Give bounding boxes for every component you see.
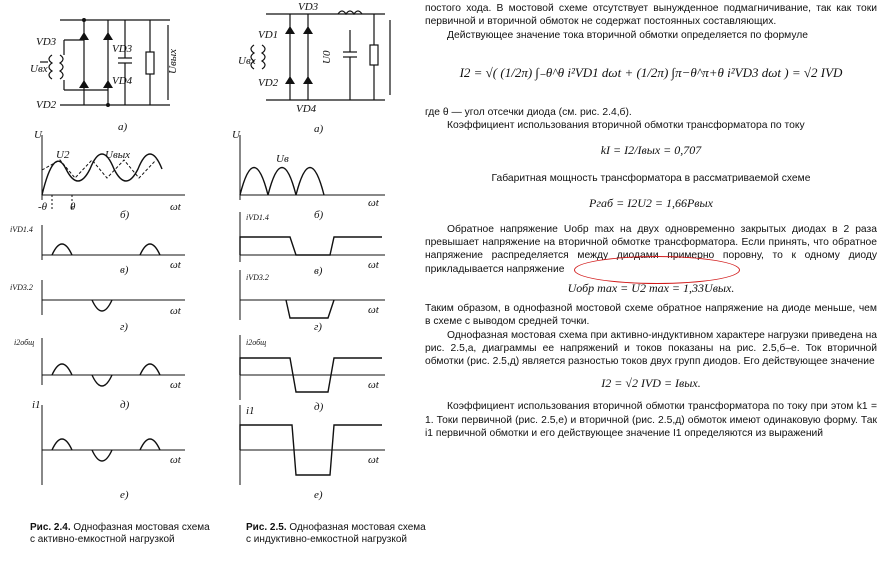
i1-label-2-4: i1: [32, 399, 41, 411]
paragraph-1: постого хода. В мостовой схеме отсутствует вынужденное подмагничивание, так как токи первичной и вторичной обмоток не содержат постоянных составляющих.: [425, 3, 877, 28]
sublabel-e-2-4: е): [120, 489, 129, 501]
panel-g-2-4: [42, 280, 185, 315]
uvyx-curve-label: Uвых: [105, 149, 131, 161]
paragraph-2: Действующее значение тока вторичной обмотки определяется по формуле: [447, 29, 809, 41]
formula-uobr: Uобр max = U2 max = 1,33Uвых.: [567, 281, 735, 296]
sublabel-v-2-4: в): [120, 264, 129, 276]
wt-g-2-5: ωt: [368, 304, 379, 316]
paragraph-4: Коэффициент использования вторичной обмотки трансформатора по току: [447, 120, 805, 132]
ivd14-label-2-4: iVD1.4: [10, 225, 33, 234]
caption-2-4-title: Рис. 2.4.: [30, 522, 71, 533]
sublabel-a-2-4: а): [118, 121, 128, 133]
panel-e-2-5: [240, 405, 385, 485]
wt-b-2-5: ωt: [368, 197, 379, 209]
theta-pos: θ: [70, 201, 76, 213]
u-axis-b-2-4: U: [34, 129, 42, 141]
circuit-2-4: [40, 20, 170, 105]
text-column: [425, 2, 877, 440]
caption-2-4: [30, 522, 210, 546]
caption-2-5-text: Однофазная мостовая схема с индуктивно-емкостной нагрузкой: [246, 522, 426, 545]
wt-g-2-4: ωt: [170, 305, 181, 317]
sublabel-v-2-5: в): [314, 265, 323, 277]
i1-label-2-5: i1: [246, 405, 255, 417]
formula-i2-ind: I2 = √2 IVD = Iвых.: [601, 375, 701, 390]
paragraph-8: Однофазная мостовая схема при активно-индуктивном характере нагрузки приведена на рис. 2.5,а, диаграммы ее напряжений и токов показаны на рис. 2.5,б–е. Ток вторичной обмотки (рис. 2.5,д) является разностью токов двух групп диодов. Его действующее значение: [425, 329, 877, 368]
wt-e-2-4: ωt: [170, 454, 181, 466]
uv-label-2-5: Uв: [276, 153, 289, 165]
formula-pgab: Pгаб = I2U2 = 1,66Pвых: [589, 196, 713, 211]
vd4-label-2-5: VD4: [296, 103, 317, 115]
wt-d-2-4: ωt: [170, 379, 181, 391]
sublabel-b-2-4: б): [120, 209, 130, 221]
wt-v-2-5: ωt: [368, 259, 379, 271]
sublabel-d-2-5: д): [314, 401, 324, 413]
figure-2-5: [210, 0, 420, 572]
i2obsh-label-2-5: i2общ: [246, 338, 267, 347]
panel-e-2-4: [42, 405, 185, 485]
ivd14-label-2-5: iVD1.4: [246, 213, 269, 222]
vd1-label: VD3: [36, 36, 57, 48]
highlight-ellipse: [574, 256, 740, 284]
sublabel-g-2-4: г): [120, 321, 128, 333]
theta-neg: -θ: [38, 201, 48, 213]
sublabel-d-2-4: д): [120, 399, 130, 411]
formula-ki: kI = I2/Iвых = 0,707: [600, 143, 702, 158]
ivd32-label-2-5: iVD3.2: [246, 273, 269, 282]
vd4-label: VD4: [112, 75, 133, 87]
u0-label-2-5: U0: [321, 50, 333, 64]
vd3-label: VD3: [112, 43, 133, 55]
paragraph-9: Коэффициент использования вторичной обмотки трансформатора по току при этом k1 = 1. Токи первичной (рис. 2.5,е) и вторичной (рис. 2.5,д) обмоток имеют одинаковую форму. Так i1 первичной обмотки и его действующее значение I1 определяются из выражений: [425, 401, 877, 439]
vd2-label-2-5: VD2: [258, 77, 279, 89]
wt-d-2-5: ωt: [368, 379, 379, 391]
paragraph-6: Обратное напряжение Uобр max на двух одновременно закрытых диодах в 2 раза превышает напряжение на вторичной обмотке трансформатора. Если принять, что обратное напряжение распределяется между диодами примерно поровну, то к одному диоду прикладывается напряжение: [425, 223, 877, 275]
panel-b-2-4: [42, 135, 185, 210]
wt-v-2-4: ωt: [170, 259, 181, 271]
u-axis-2-5: U: [232, 129, 240, 141]
sublabel-e-2-5: е): [314, 489, 323, 501]
sublabel-a-2-5: а): [314, 123, 324, 135]
vd1-label-2-5: VD1: [258, 29, 279, 41]
uvx-label-2-5: Uвх: [238, 55, 256, 67]
u2-label: U2: [56, 149, 70, 161]
panel-d-2-4: [42, 338, 185, 386]
formula-i2: I2 = √( (1/2π) ∫₋θ^θ i²VD1 dωt + (1/2π) ∫π−θ^π+θ i²VD3 dωt ) = √2 IVD: [459, 65, 843, 81]
sublabel-g-2-5: г): [314, 321, 322, 333]
paragraph-5: Габаритная мощность трансформатора в рассматриваемой схеме: [491, 172, 811, 184]
uvyx-label: Uвых: [167, 48, 179, 74]
caption-2-4-text: Однофазная мостовая схема с активно-емкостной нагрузкой: [30, 522, 210, 545]
panel-b-2-5: [240, 135, 385, 200]
paragraph-7: Таким образом, в однофазной мостовой схеме обратное напряжение на диоде меньше, чем в схеме с выводом средней точки.: [425, 302, 877, 328]
wt-e-2-5: ωt: [368, 454, 379, 466]
vd3-label-2-5: VD3: [298, 1, 319, 13]
caption-2-5: [246, 522, 426, 546]
sublabel-b-2-5: б): [314, 209, 324, 221]
caption-2-5-title: Рис. 2.5.: [246, 522, 287, 533]
panel-v-2-4: [42, 225, 185, 260]
ivd32-label-2-4: iVD3.2: [10, 283, 33, 292]
uvx-label: Uвх: [30, 63, 48, 75]
vd2-label: VD2: [36, 99, 57, 111]
i2obsh-label-2-4: i2общ: [14, 338, 35, 347]
paragraph-3: где θ — угол отсечки диода (см. рис. 2.4,б).: [425, 106, 632, 118]
wt-b-2-4: ωt: [170, 201, 181, 213]
